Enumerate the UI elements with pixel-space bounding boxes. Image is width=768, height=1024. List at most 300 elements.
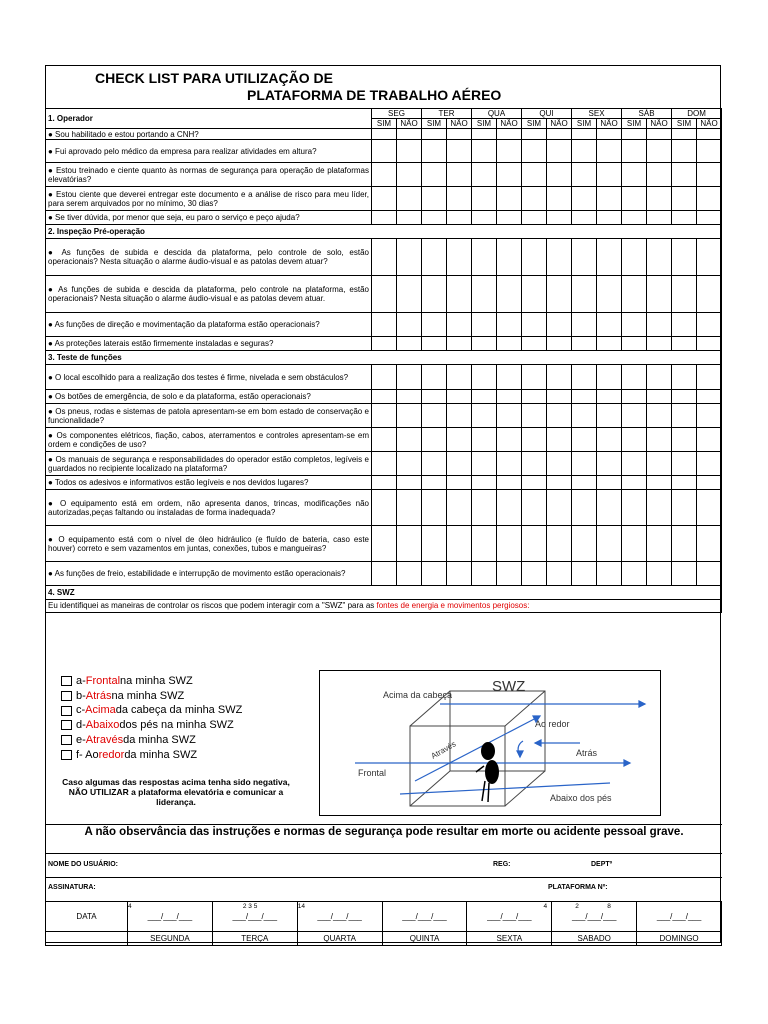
sim-checkbox-cell[interactable] [372, 276, 397, 313]
nao-checkbox-cell[interactable] [547, 562, 572, 586]
sim-checkbox-cell[interactable] [372, 163, 397, 187]
nao-checkbox-cell[interactable] [597, 476, 622, 490]
sim-checkbox-cell[interactable] [572, 490, 597, 526]
nao-checkbox-cell[interactable] [647, 452, 672, 476]
swz-item[interactable]: d- Abaixo dos pés na minha SWZ [61, 718, 242, 733]
nao-checkbox-cell[interactable] [647, 365, 672, 390]
nao-checkbox-cell[interactable] [597, 129, 622, 140]
nao-checkbox-cell[interactable] [397, 129, 422, 140]
nao-checkbox-cell[interactable] [397, 490, 422, 526]
title-line-1: CHECK LIST PARA UTILIZAÇÃO DE [95, 70, 333, 86]
nao-checkbox-cell[interactable] [697, 476, 722, 490]
nao-checkbox-cell[interactable] [447, 163, 472, 187]
sim-checkbox-cell[interactable] [622, 490, 647, 526]
nao-checkbox-cell[interactable] [647, 239, 672, 276]
checkbox[interactable] [61, 735, 72, 745]
nao-header: NÃO [697, 119, 722, 129]
sim-header: SIM [572, 119, 597, 129]
sim-checkbox-cell[interactable] [572, 187, 597, 211]
question-text: ● Os pneus, rodas e sistemas de patola apresentam-se em bom estado de conservação e funcionalidade? [46, 404, 372, 428]
sim-checkbox-cell[interactable] [672, 490, 697, 526]
nao-checkbox-cell[interactable] [647, 490, 672, 526]
sim-checkbox-cell[interactable] [622, 562, 647, 586]
question-text: ● Estou treinado e ciente quanto às normas de segurança para operação de plataformas elevatórias? [46, 163, 372, 187]
sim-checkbox-cell[interactable] [422, 390, 447, 404]
sim-checkbox-cell[interactable] [522, 452, 547, 476]
sim-checkbox-cell[interactable] [372, 526, 397, 562]
checklist-table [45, 108, 722, 613]
nao-checkbox-cell[interactable] [497, 404, 522, 428]
nao-checkbox-cell[interactable] [497, 365, 522, 390]
sim-checkbox-cell[interactable] [422, 337, 447, 351]
nao-checkbox-cell[interactable] [547, 490, 572, 526]
nao-checkbox-cell[interactable] [447, 276, 472, 313]
sim-checkbox-cell[interactable] [572, 452, 597, 476]
sim-checkbox-cell[interactable] [572, 129, 597, 140]
sim-checkbox-cell[interactable] [522, 404, 547, 428]
nao-checkbox-cell[interactable] [447, 365, 472, 390]
nao-checkbox-cell[interactable] [447, 140, 472, 163]
nao-checkbox-cell[interactable] [547, 276, 572, 313]
nao-checkbox-cell[interactable] [597, 428, 622, 452]
nao-checkbox-cell[interactable] [697, 211, 722, 225]
nao-checkbox-cell[interactable] [397, 365, 422, 390]
nao-checkbox-cell[interactable] [497, 490, 522, 526]
dept-label: DEPTº [591, 861, 613, 868]
sim-checkbox-cell[interactable] [622, 390, 647, 404]
sim-checkbox-cell[interactable] [522, 365, 547, 390]
sim-checkbox-cell[interactable] [622, 365, 647, 390]
nao-checkbox-cell[interactable] [497, 129, 522, 140]
sim-checkbox-cell[interactable] [522, 337, 547, 351]
sim-checkbox-cell[interactable] [472, 313, 497, 337]
nao-checkbox-cell[interactable] [697, 313, 722, 337]
nao-checkbox-cell[interactable] [597, 526, 622, 562]
sim-checkbox-cell[interactable] [472, 239, 497, 276]
weekday-label: QUARTA [297, 932, 382, 946]
nao-checkbox-cell[interactable] [397, 337, 422, 351]
sim-checkbox-cell[interactable] [472, 476, 497, 490]
nao-checkbox-cell[interactable] [397, 390, 422, 404]
nao-checkbox-cell[interactable] [647, 313, 672, 337]
nao-checkbox-cell[interactable] [697, 276, 722, 313]
sim-checkbox-cell[interactable] [672, 187, 697, 211]
sim-checkbox-cell[interactable] [522, 526, 547, 562]
sim-checkbox-cell[interactable] [472, 452, 497, 476]
nao-checkbox-cell[interactable] [597, 562, 622, 586]
sim-checkbox-cell[interactable] [572, 211, 597, 225]
nao-checkbox-cell[interactable] [547, 239, 572, 276]
sim-checkbox-cell[interactable] [572, 140, 597, 163]
sim-checkbox-cell[interactable] [672, 140, 697, 163]
sim-checkbox-cell[interactable] [672, 365, 697, 390]
checkbox[interactable] [61, 691, 72, 701]
sim-checkbox-cell[interactable] [622, 313, 647, 337]
sim-checkbox-cell[interactable] [672, 163, 697, 187]
user-name-label: NOME DO USUÁRIO: [48, 861, 118, 868]
sim-checkbox-cell[interactable] [422, 365, 447, 390]
nao-checkbox-cell[interactable] [647, 526, 672, 562]
sim-checkbox-cell[interactable] [622, 452, 647, 476]
swz-item[interactable]: a- Frontal na minha SWZ [61, 674, 242, 689]
sim-checkbox-cell[interactable] [372, 365, 397, 390]
nao-checkbox-cell[interactable] [447, 239, 472, 276]
nao-checkbox-cell[interactable] [647, 337, 672, 351]
sim-checkbox-cell[interactable] [572, 428, 597, 452]
ao-label: Ao redor [535, 719, 570, 729]
sim-checkbox-cell[interactable] [622, 476, 647, 490]
sim-checkbox-cell[interactable] [372, 313, 397, 337]
nao-checkbox-cell[interactable] [497, 337, 522, 351]
nao-checkbox-cell[interactable] [497, 163, 522, 187]
sim-checkbox-cell[interactable] [422, 163, 447, 187]
sim-checkbox-cell[interactable] [522, 140, 547, 163]
nao-checkbox-cell[interactable] [647, 129, 672, 140]
sim-checkbox-cell[interactable] [372, 337, 397, 351]
nao-checkbox-cell[interactable] [697, 490, 722, 526]
nao-checkbox-cell[interactable] [447, 562, 472, 586]
sim-checkbox-cell[interactable] [372, 562, 397, 586]
weekday-label: QUINTA [382, 932, 467, 946]
sim-checkbox-cell[interactable] [422, 404, 447, 428]
nao-checkbox-cell[interactable] [397, 187, 422, 211]
nao-checkbox-cell[interactable] [647, 140, 672, 163]
sim-checkbox-cell[interactable] [372, 129, 397, 140]
sim-checkbox-cell[interactable] [522, 313, 547, 337]
sim-checkbox-cell[interactable] [672, 562, 697, 586]
sim-checkbox-cell[interactable] [622, 140, 647, 163]
sim-checkbox-cell[interactable] [472, 390, 497, 404]
nao-checkbox-cell[interactable] [397, 276, 422, 313]
date-field-quinta[interactable]: ___/___/___ [382, 902, 467, 932]
nao-checkbox-cell[interactable] [397, 428, 422, 452]
sim-checkbox-cell[interactable] [472, 526, 497, 562]
sim-checkbox-cell[interactable] [572, 476, 597, 490]
nao-checkbox-cell[interactable] [397, 562, 422, 586]
nao-checkbox-cell[interactable] [397, 313, 422, 337]
day-header: SEX [572, 109, 622, 119]
question-text: ● As funções de direção e movimentação da plataforma estão operacionais? [46, 313, 372, 337]
sim-checkbox-cell[interactable] [672, 313, 697, 337]
nao-checkbox-cell[interactable] [447, 129, 472, 140]
sim-checkbox-cell[interactable] [622, 187, 647, 211]
nao-checkbox-cell[interactable] [597, 140, 622, 163]
sim-checkbox-cell[interactable] [672, 452, 697, 476]
sim-checkbox-cell[interactable] [622, 276, 647, 313]
nao-checkbox-cell[interactable] [647, 428, 672, 452]
nao-checkbox-cell[interactable] [497, 276, 522, 313]
nao-checkbox-cell[interactable] [397, 239, 422, 276]
sim-checkbox-cell[interactable] [372, 490, 397, 526]
nao-checkbox-cell[interactable] [497, 211, 522, 225]
checkbox[interactable] [61, 720, 72, 730]
weekday-label: SEGUNDA [128, 932, 213, 946]
nao-checkbox-cell[interactable] [697, 337, 722, 351]
sim-checkbox-cell[interactable] [472, 562, 497, 586]
sim-checkbox-cell[interactable] [372, 239, 397, 276]
sim-checkbox-cell[interactable] [672, 337, 697, 351]
nao-checkbox-cell[interactable] [697, 365, 722, 390]
nao-checkbox-cell[interactable] [447, 390, 472, 404]
nao-checkbox-cell[interactable] [447, 452, 472, 476]
sim-checkbox-cell[interactable] [522, 390, 547, 404]
nao-checkbox-cell[interactable] [547, 428, 572, 452]
nao-checkbox-cell[interactable] [547, 211, 572, 225]
sim-checkbox-cell[interactable] [422, 562, 447, 586]
nao-checkbox-cell[interactable] [447, 476, 472, 490]
sim-checkbox-cell[interactable] [572, 562, 597, 586]
nao-checkbox-cell[interactable] [447, 428, 472, 452]
nao-checkbox-cell[interactable] [697, 452, 722, 476]
nao-checkbox-cell[interactable] [397, 140, 422, 163]
sim-checkbox-cell[interactable] [372, 211, 397, 225]
section-title: 1. Operador [46, 109, 372, 129]
nao-checkbox-cell[interactable] [697, 404, 722, 428]
sim-checkbox-cell[interactable] [622, 211, 647, 225]
nao-checkbox-cell[interactable] [497, 313, 522, 337]
nao-checkbox-cell[interactable] [647, 390, 672, 404]
nao-checkbox-cell[interactable] [547, 452, 572, 476]
sim-checkbox-cell[interactable] [472, 365, 497, 390]
nao-checkbox-cell[interactable] [547, 140, 572, 163]
nao-checkbox-cell[interactable] [597, 404, 622, 428]
nao-checkbox-cell[interactable] [497, 428, 522, 452]
sim-checkbox-cell[interactable] [372, 140, 397, 163]
nao-checkbox-cell[interactable] [597, 211, 622, 225]
nao-checkbox-cell[interactable] [547, 404, 572, 428]
sim-checkbox-cell[interactable] [572, 313, 597, 337]
sim-checkbox-cell[interactable] [672, 476, 697, 490]
date-field-quarta[interactable]: 14 ___/___/___ [297, 902, 382, 932]
nao-checkbox-cell[interactable] [597, 239, 622, 276]
section-title: 2. Inspeção Pré-operação [46, 225, 722, 239]
nao-checkbox-cell[interactable] [647, 562, 672, 586]
sim-checkbox-cell[interactable] [372, 476, 397, 490]
sim-checkbox-cell[interactable] [622, 239, 647, 276]
day-header: QUI [522, 109, 572, 119]
sim-checkbox-cell[interactable] [672, 428, 697, 452]
sim-checkbox-cell[interactable] [422, 452, 447, 476]
sim-checkbox-cell[interactable] [472, 211, 497, 225]
nao-checkbox-cell[interactable] [547, 163, 572, 187]
sim-checkbox-cell[interactable] [422, 211, 447, 225]
date-field-terca[interactable]: 2 3 5 ___/___/___ [212, 902, 297, 932]
nao-checkbox-cell[interactable] [697, 163, 722, 187]
nao-checkbox-cell[interactable] [497, 476, 522, 490]
nao-checkbox-cell[interactable] [397, 404, 422, 428]
sim-checkbox-cell[interactable] [472, 337, 497, 351]
sim-checkbox-cell[interactable] [422, 526, 447, 562]
nao-checkbox-cell[interactable] [497, 452, 522, 476]
sim-checkbox-cell[interactable] [472, 490, 497, 526]
sim-checkbox-cell[interactable] [472, 163, 497, 187]
sim-checkbox-cell[interactable] [422, 187, 447, 211]
sim-checkbox-cell[interactable] [472, 129, 497, 140]
nao-checkbox-cell[interactable] [397, 452, 422, 476]
nao-checkbox-cell[interactable] [397, 163, 422, 187]
sim-checkbox-cell[interactable] [522, 239, 547, 276]
nao-checkbox-cell[interactable] [697, 526, 722, 562]
nao-checkbox-cell[interactable] [497, 526, 522, 562]
sim-header: SIM [422, 119, 447, 129]
nao-checkbox-cell[interactable] [447, 313, 472, 337]
sim-checkbox-cell[interactable] [522, 276, 547, 313]
sim-checkbox-cell[interactable] [372, 404, 397, 428]
nao-checkbox-cell[interactable] [497, 187, 522, 211]
sim-checkbox-cell[interactable] [522, 211, 547, 225]
sim-checkbox-cell[interactable] [372, 390, 397, 404]
nao-checkbox-cell[interactable] [497, 562, 522, 586]
sim-checkbox-cell[interactable] [572, 276, 597, 313]
swz-item[interactable]: e- Através da minha SWZ [61, 733, 242, 748]
day-header: SEG [372, 109, 422, 119]
sim-checkbox-cell[interactable] [572, 404, 597, 428]
checkbox[interactable] [61, 706, 72, 716]
question-text: ● O local escolhido para a realização dos testes é firme, nivelada e sem obstáculos? [46, 365, 372, 390]
swz-item[interactable]: b- Atrás na minha SWZ [61, 689, 242, 704]
nao-checkbox-cell[interactable] [497, 390, 522, 404]
swz-item[interactable]: c- Acima da cabeça da minha SWZ [61, 703, 242, 718]
nao-header: NÃO [447, 119, 472, 129]
nao-checkbox-cell[interactable] [547, 476, 572, 490]
nao-checkbox-cell[interactable] [597, 276, 622, 313]
checklist-sheet [45, 65, 721, 943]
sim-checkbox-cell[interactable] [522, 562, 547, 586]
nao-checkbox-cell[interactable] [597, 337, 622, 351]
nao-checkbox-cell[interactable] [447, 187, 472, 211]
nao-checkbox-cell[interactable] [447, 211, 472, 225]
nao-checkbox-cell[interactable] [547, 313, 572, 337]
sim-checkbox-cell[interactable] [522, 187, 547, 211]
sim-checkbox-cell[interactable] [672, 276, 697, 313]
nao-checkbox-cell[interactable] [547, 390, 572, 404]
nao-checkbox-cell[interactable] [597, 490, 622, 526]
sim-checkbox-cell[interactable] [472, 187, 497, 211]
nao-checkbox-cell[interactable] [547, 526, 572, 562]
sim-checkbox-cell[interactable] [672, 404, 697, 428]
nao-checkbox-cell[interactable] [597, 365, 622, 390]
sim-checkbox-cell[interactable] [472, 140, 497, 163]
nao-checkbox-cell[interactable] [447, 490, 472, 526]
sim-checkbox-cell[interactable] [422, 239, 447, 276]
nao-checkbox-cell[interactable] [447, 404, 472, 428]
question-text: ● Todos os adesivos e informativos estão legíveis e nos devidos lugares? [46, 476, 372, 490]
sim-checkbox-cell[interactable] [572, 239, 597, 276]
sim-checkbox-cell[interactable] [422, 140, 447, 163]
sim-checkbox-cell[interactable] [472, 428, 497, 452]
sim-checkbox-cell[interactable] [672, 129, 697, 140]
checkbox[interactable] [61, 676, 72, 686]
nao-checkbox-cell[interactable] [697, 428, 722, 452]
nao-checkbox-cell[interactable] [697, 140, 722, 163]
nao-checkbox-cell[interactable] [647, 476, 672, 490]
nao-checkbox-cell[interactable] [697, 239, 722, 276]
date-field-sexta[interactable]: 4 ___/___/___ [467, 902, 552, 932]
nao-checkbox-cell[interactable] [547, 365, 572, 390]
date-field-domingo[interactable]: ___/___/___ [637, 902, 722, 932]
sim-checkbox-cell[interactable] [572, 337, 597, 351]
sim-checkbox-cell[interactable] [672, 239, 697, 276]
checkbox[interactable] [61, 750, 72, 760]
nao-checkbox-cell[interactable] [647, 187, 672, 211]
sim-checkbox-cell[interactable] [522, 163, 547, 187]
sim-checkbox-cell[interactable] [622, 129, 647, 140]
nao-checkbox-cell[interactable] [647, 211, 672, 225]
date-table [45, 901, 722, 946]
nao-checkbox-cell[interactable] [497, 239, 522, 276]
sim-checkbox-cell[interactable] [622, 337, 647, 351]
sim-checkbox-cell[interactable] [422, 476, 447, 490]
sim-checkbox-cell[interactable] [622, 404, 647, 428]
sim-checkbox-cell[interactable] [472, 404, 497, 428]
sim-checkbox-cell[interactable] [422, 129, 447, 140]
question-text: ● O equipamento está com o nível de óleo hidráulico (e fluído de bateria, caso este houver) correto e sem vazamentos em juntas, conexões, tubos e mangueiras? [46, 526, 372, 562]
sim-checkbox-cell[interactable] [672, 526, 697, 562]
sim-checkbox-cell[interactable] [572, 163, 597, 187]
sim-checkbox-cell[interactable] [672, 390, 697, 404]
sim-checkbox-cell[interactable] [572, 365, 597, 390]
nao-checkbox-cell[interactable] [597, 187, 622, 211]
sim-checkbox-cell[interactable] [622, 526, 647, 562]
nao-checkbox-cell[interactable] [597, 452, 622, 476]
nao-checkbox-cell[interactable] [697, 390, 722, 404]
date-field-segunda[interactable]: 4 ___/___/___ [128, 902, 213, 932]
sim-checkbox-cell[interactable] [372, 187, 397, 211]
weekday-label: TERÇA [212, 932, 297, 946]
nao-checkbox-cell[interactable] [597, 390, 622, 404]
nao-checkbox-cell[interactable] [647, 276, 672, 313]
sim-checkbox-cell[interactable] [422, 490, 447, 526]
sim-checkbox-cell[interactable] [572, 526, 597, 562]
sim-checkbox-cell[interactable] [622, 163, 647, 187]
nao-checkbox-cell[interactable] [647, 404, 672, 428]
nao-checkbox-cell[interactable] [597, 313, 622, 337]
nao-checkbox-cell[interactable] [697, 129, 722, 140]
nao-checkbox-cell[interactable] [447, 526, 472, 562]
sim-checkbox-cell[interactable] [572, 390, 597, 404]
sim-checkbox-cell[interactable] [372, 452, 397, 476]
nao-checkbox-cell[interactable] [547, 337, 572, 351]
sim-header: SIM [372, 119, 397, 129]
nao-checkbox-cell[interactable] [597, 163, 622, 187]
sim-checkbox-cell[interactable] [422, 276, 447, 313]
nao-checkbox-cell[interactable] [547, 129, 572, 140]
sim-checkbox-cell[interactable] [422, 313, 447, 337]
sim-checkbox-cell[interactable] [522, 490, 547, 526]
nao-checkbox-cell[interactable] [647, 163, 672, 187]
nao-checkbox-cell[interactable] [697, 187, 722, 211]
sim-checkbox-cell[interactable] [522, 428, 547, 452]
nao-checkbox-cell[interactable] [397, 211, 422, 225]
sim-checkbox-cell[interactable] [372, 428, 397, 452]
sim-checkbox-cell[interactable] [522, 129, 547, 140]
nao-checkbox-cell[interactable] [397, 526, 422, 562]
nao-checkbox-cell[interactable] [397, 476, 422, 490]
swz-item[interactable]: f- Ao redor da minha SWZ [61, 748, 242, 763]
weekday-label: SEXTA [467, 932, 552, 946]
nao-checkbox-cell[interactable] [697, 562, 722, 586]
sim-checkbox-cell[interactable] [622, 428, 647, 452]
sim-checkbox-cell[interactable] [422, 428, 447, 452]
sim-checkbox-cell[interactable] [672, 211, 697, 225]
nao-checkbox-cell[interactable] [547, 187, 572, 211]
nao-checkbox-cell[interactable] [497, 140, 522, 163]
date-field-sabado[interactable]: 2 8 ___/___/___ [552, 902, 637, 932]
sim-checkbox-cell[interactable] [472, 276, 497, 313]
sim-checkbox-cell[interactable] [522, 476, 547, 490]
acima-label: Acima da cabeça [383, 690, 453, 700]
nao-checkbox-cell[interactable] [447, 337, 472, 351]
